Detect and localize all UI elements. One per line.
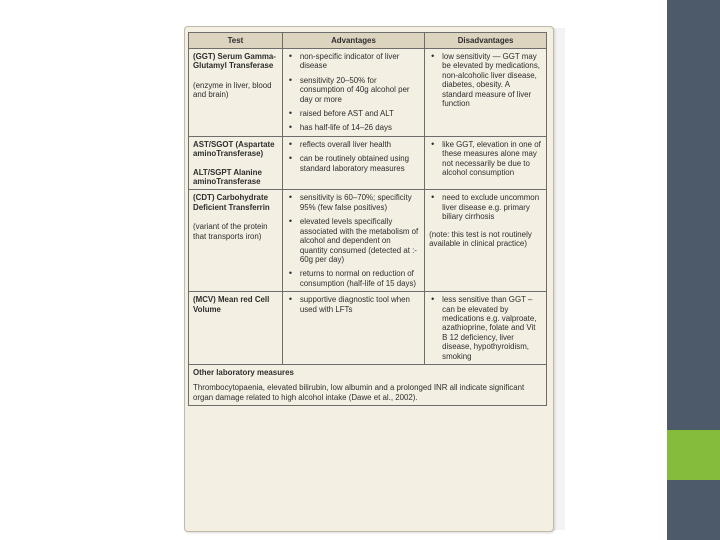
test-cell	[189, 190, 283, 292]
disadvantages-cell	[425, 49, 547, 137]
list-item: • can be routinely obtained using standard laboratory measures	[287, 154, 420, 173]
test-name: (CDT) Carbohydrate Deficient Transferrin	[193, 193, 270, 212]
list-item: • sensitivity is 60–70%; specificity 95% (few false positives)	[287, 193, 420, 212]
table-row	[189, 292, 547, 365]
advantages-cell	[282, 136, 424, 190]
disadvantages-note: (note: this test is not routinely available in clinical practice)	[429, 229, 532, 249]
header-row	[189, 33, 547, 49]
test-name: AST/SGOT (Aspartate aminoTransferase)	[193, 139, 275, 159]
other-measures-text: Thrombocytopaenia, elevated bilirubin, low albumin and a prolonged INR all indicate significant organ damage related to high alcohol intake (Dawe et al., 2002).	[193, 383, 525, 402]
disadvantages-cell	[425, 136, 547, 190]
list-item: • like GGT, elevation in one of these measures alone may not necessarily be due to alcohol consumption	[429, 140, 542, 178]
disadvantages-cell	[425, 292, 547, 365]
other-measures-title: Other laboratory measures	[193, 367, 294, 377]
green-accent-block	[667, 430, 720, 480]
list-item: • raised before AST and ALT	[287, 109, 420, 118]
advantages-cell	[282, 292, 424, 365]
list-item: • supportive diagnostic tool when used with LFTs	[287, 295, 420, 314]
other-measures-row	[189, 364, 547, 405]
test-cell	[189, 49, 283, 137]
test-note: (enzyme in liver, blood and brain)	[193, 80, 272, 100]
table-row	[189, 190, 547, 292]
list-item: • reflects overall liver health	[287, 140, 420, 149]
test-name: (MCV) Mean red Cell Volume	[193, 295, 270, 314]
advantages-cell	[282, 190, 424, 292]
test-cell	[189, 136, 283, 190]
comparison-table	[188, 32, 547, 406]
list-item: • elevated levels specifically associated with the metabolism of alcohol and dependent on quantity consumed (detected at :- 60g per day)	[287, 217, 420, 264]
advantages-cell	[282, 49, 424, 137]
header-test: Test	[189, 33, 283, 49]
test-cell	[189, 292, 283, 365]
list-item: • less sensitive than GGT – can be elevated by medications e.g. valproate, azathioprine, folate and Vit B 12 deficiency, liver disease, hypothyroidism, smoking	[429, 295, 542, 361]
header-disadvantages: Disadvantages	[425, 33, 547, 49]
list-item: • need to exclude uncommon liver disease e.g. primary biliary cirrhosis	[429, 193, 542, 221]
test-name-secondary: ALT/SGPT Alanine aminoTransferase	[193, 167, 262, 187]
test-name: (GGT) Serum Gamma-Glutamyl Transferase	[193, 52, 276, 71]
table-row	[189, 49, 547, 137]
other-measures-cell	[189, 364, 547, 405]
disadvantages-cell	[425, 190, 547, 292]
list-item: • non-specific indicator of liver disease	[287, 52, 420, 71]
list-item: • has half-life of 14–26 days	[287, 123, 420, 132]
test-note: (variant of the protein that transports iron)	[193, 222, 268, 241]
header-advantages: Advantages	[282, 33, 424, 49]
list-item: • low sensitivity — GGT may be elevated by medications, non-alcoholic liver disease, diabetes, obesity. A standard measure of liver function	[429, 52, 542, 108]
table-row	[189, 136, 547, 190]
list-item: • sensitivity 20–50% for consumption of 40g alcohol per day or more	[287, 76, 420, 104]
list-item: • returns to normal on reduction of consumption (half-life of 15 days)	[287, 269, 420, 288]
